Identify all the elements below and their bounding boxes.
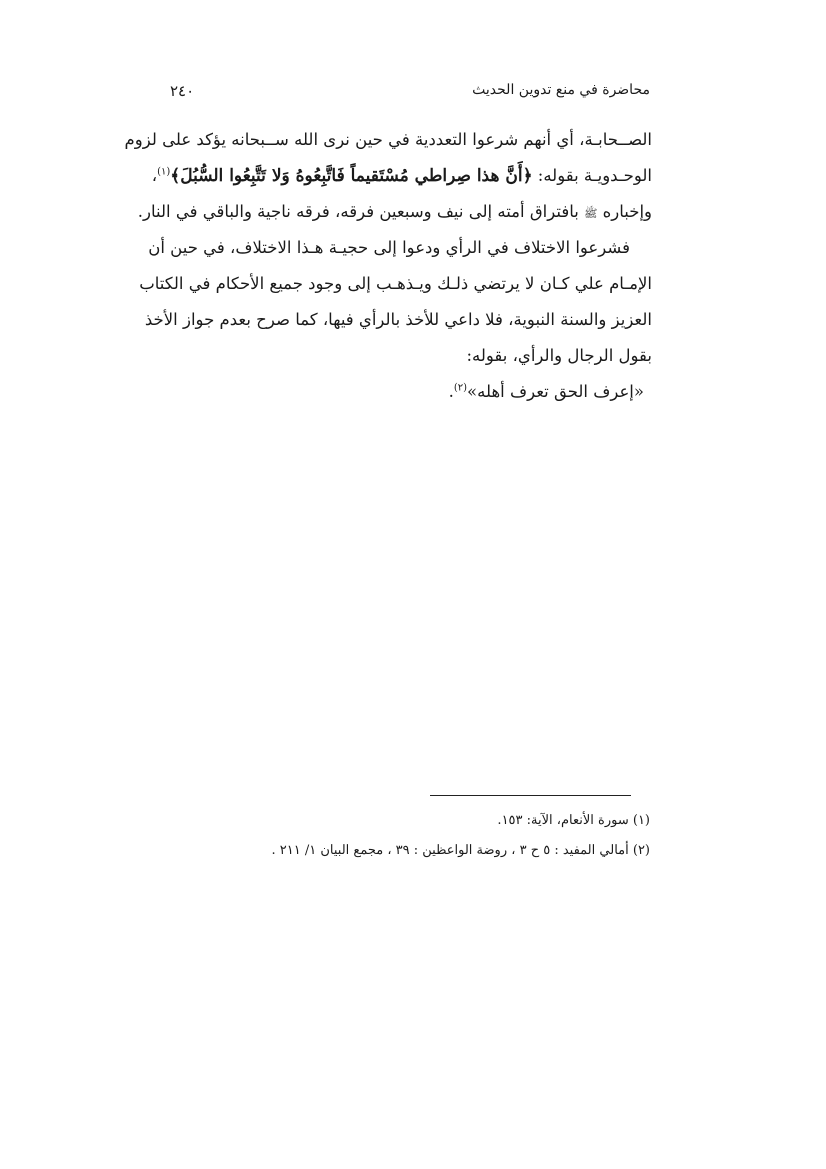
body-line-paragraph-start: فشرعوا الاختلاف في الرأي ودعوا إلى حجيـة هـذا الاختلاف، في حين أن <box>148 238 630 257</box>
salawat-symbol: ﷺ <box>584 207 598 220</box>
punctuation: ، <box>151 166 158 185</box>
footnote-ref-2[interactable]: (٢) <box>453 382 468 394</box>
text-segment: بافتراق أمته إلى نيف وسبعين فرقه، فرقه ناجية والباقي في النار. <box>137 202 585 221</box>
body-line: بقول الرجال والرأي، بقوله: <box>466 346 652 365</box>
running-title: محاضرة في منع تدوين الحديث <box>472 82 650 98</box>
running-head <box>170 82 650 106</box>
verse-intro: الوحـدويـة بقوله: <box>532 166 652 185</box>
punctuation: . <box>448 382 454 401</box>
quotation: «إعرف الحق تعرف أهله» <box>467 382 644 401</box>
body-line: العزيز والسنة النبوية، فلا داعي للأخذ بالرأي فيها، كما صرح بعدم جواز الأخذ <box>144 310 652 329</box>
footnotes <box>200 806 650 866</box>
text-segment: وإخباره <box>597 202 652 221</box>
quote-line <box>162 374 652 410</box>
footnote-ref-1[interactable]: (١) <box>157 166 171 178</box>
body-line: الإمـام علي كـان لا يرتضي ذلـك ويـذهـب إلى وجود جميع الأحكام في الكتاب <box>139 274 652 293</box>
body-line <box>137 194 652 230</box>
footnote-2: (٢) أمالي المفيد : ٥ ح ٣ ، روضة الواعظين : ٣٩ ، مجمع البيان ١/ ٢١١ . <box>271 843 650 858</box>
body-text <box>124 122 652 410</box>
footnote-separator <box>430 795 631 796</box>
body-line-with-verse <box>151 158 652 194</box>
page-number: ٢٤٠ <box>170 82 195 100</box>
quran-verse: ﴿أَنَّ هذا صِراطي مُسْتَقيماً فَاتَّبِعُوهُ وَلا تَتَّبِعُوا السُّبُلَ﴾ <box>170 166 533 186</box>
body-line: الصــحابـة، أي أنهم شرعوا التعددية في حين نرى الله ســبحانه يؤكد على لزوم <box>124 130 652 149</box>
footnote-1: (١) سورة الأنعام، الآية: ١٥٣. <box>497 813 650 828</box>
